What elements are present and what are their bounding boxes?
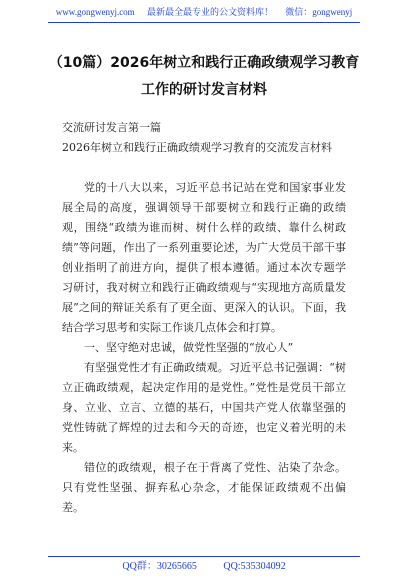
header-divider: [48, 22, 360, 23]
document-title: （10篇）2026年树立和践行正确政绩观学习教育工作的研讨发言材料: [48, 55, 360, 98]
footer-divider: [48, 556, 360, 557]
header-banner: [0, 6, 408, 18]
document-body: [62, 118, 346, 518]
qq-group-contact: QQ群：30265665: [122, 561, 197, 572]
wechat-contact: 微信：gongwenyj: [285, 7, 353, 17]
body-paragraph: 有坚强党性才有正确政绩观。习近平总书记强调：“树立正确政绩观，起决定作用的是党性。”党性是党员干部立身、立业、立言、立德的基石，中国共产党人依靠坚强的党性铸就了辉煌的过去和今天的奇迹，也定义着光明的未来。: [62, 361, 346, 454]
section-label: 交流研讨发言第一篇: [62, 121, 161, 134]
promo-text: 最新最全最专业的公文资料库！: [146, 7, 273, 17]
body-paragraph: 党的十八大以来，习近平总书记站在党和国家事业发展全局的高度，强调领导干部要树立和践行正确的政绩观，围绕“政绩为谁而树、树什么样的政绩、靠什么树政绩”等问题，作出了一系列重要论述，为广大党员干部干事创业指明了前进方向，提供了根本遵循。通过本次专题学习研讨，我对树立和践行正确政绩观与“实现地方高质量发展”之间的辩证关系有了更全面、更深入的认识。下面，我结合学习思考和实际工作谈几点体会和打算。: [62, 181, 346, 334]
section-heading: 一、坚守绝对忠诚，做党性坚强的“放心人”: [84, 341, 294, 354]
qq-contact: QQ:535304092: [223, 561, 286, 572]
site-url-link[interactable]: www.gongwenyj.com: [55, 7, 135, 17]
document-subtitle: 2026年树立和践行正确政绩观学习教育的交流发言材料: [62, 141, 332, 154]
body-paragraph: 错位的政绩观，根子在于背离了党性、沾染了杂念。只有党性坚强、摒弃私心杂念，才能保证政绩观不出偏差。: [62, 461, 346, 514]
footer-banner: [0, 560, 408, 574]
